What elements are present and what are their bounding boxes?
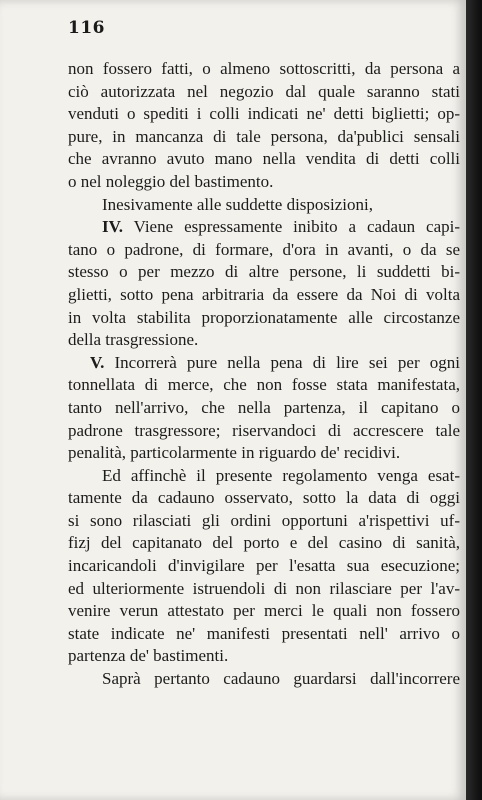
text-line — [68, 420, 460, 443]
line-text: Incorrerà pure nella pena di lire sei per ogni — [104, 352, 460, 372]
body-text — [68, 58, 460, 691]
line-text: si sono rilasciati gli ordini opportuni a'rispettivi uf- — [68, 510, 460, 530]
text-line — [68, 216, 460, 239]
text-line — [68, 307, 460, 330]
text-line — [68, 397, 460, 420]
line-text: non fossero fatti, o almeno sottoscritti, da persona a — [68, 59, 460, 78]
text-line — [68, 465, 460, 488]
line-text: venduti o spediti i colli indicati ne' detti biglietti; op- — [68, 104, 460, 124]
text-line — [68, 329, 460, 352]
text-line — [68, 623, 460, 646]
text-line — [68, 58, 460, 81]
page-edge-shadow — [466, 0, 482, 800]
text-line — [68, 532, 460, 555]
line-text: pure, in mancanza di tale persona, da'publici sensali — [68, 126, 460, 146]
line-text: state indicate ne' manifesti presentati nell' arrivo o — [68, 623, 460, 643]
line-text: della trasgressione. — [68, 330, 199, 350]
line-text: venire verun attestato per merci le quali non fossero — [68, 601, 460, 621]
line-text: penalità, particolarmente in riguardo de' recidivi. — [68, 443, 401, 463]
article-number: V. — [90, 352, 105, 372]
line-text: Inesivamente alle suddette disposizioni, — [102, 194, 373, 214]
text-line — [68, 668, 460, 691]
line-text: fizj del capitanato del porto e del casino di sanità, — [68, 533, 460, 553]
line-text: o nel noleggio del bastimento. — [68, 171, 274, 191]
line-text: ed ulteriormente istruendoli di non rilasciare per l'av- — [68, 578, 460, 598]
text-line — [68, 103, 460, 126]
line-text: Saprà pertanto cadauno guardarsi dall'incorrere — [102, 669, 460, 689]
text-line — [68, 239, 460, 262]
line-text: glietti, sotto pena arbitraria da essere da Noi di volta — [68, 284, 460, 304]
text-line — [68, 148, 460, 171]
text-line — [68, 261, 460, 284]
text-line — [68, 645, 460, 668]
line-text: Ed affinchè il presente regolamento venga esat- — [102, 465, 460, 485]
text-line — [68, 81, 460, 104]
text-line — [68, 352, 460, 375]
text-line — [68, 194, 460, 217]
text-line — [68, 126, 460, 149]
text-line — [68, 578, 460, 601]
text-line — [68, 374, 460, 397]
line-text: tamente da cadauno osservato, sotto la data di oggi — [68, 488, 460, 508]
page-number: 116 — [68, 18, 105, 38]
line-text: tano o padrone, di formare, d'ora in avanti, o da se — [68, 239, 460, 259]
line-text: partenza de' bastimenti. — [68, 646, 229, 666]
text-line — [68, 171, 460, 194]
line-text: tanto nell'arrivo, che nella partenza, il capitano o — [68, 397, 460, 417]
line-text: stesso o per mezzo di altre persone, li suddetti bi- — [68, 262, 460, 282]
line-text: che avranno avuto mano nella vendita di detti colli — [68, 149, 460, 169]
line-text: incaricandoli d'invigilare per l'esatta sua esecuzione; — [68, 556, 460, 576]
article-number: IV. — [102, 217, 123, 237]
text-line — [68, 600, 460, 623]
line-text: ciò autorizzata nel negozio dal quale saranno stati — [68, 81, 460, 101]
line-text: tonnellata di merce, che non fosse stata manifestata, — [68, 375, 460, 395]
line-text: padrone trasgressore; riservandoci di accrescere tale — [68, 420, 460, 440]
text-line — [68, 487, 460, 510]
line-text: Viene espressamente inibito a cadaun capi- — [122, 217, 460, 237]
line-text: in volta stabilita proporzionatamente alle circostanze — [68, 307, 460, 327]
text-line — [68, 442, 460, 465]
text-line — [68, 284, 460, 307]
text-line — [68, 510, 460, 533]
text-line — [68, 555, 460, 578]
